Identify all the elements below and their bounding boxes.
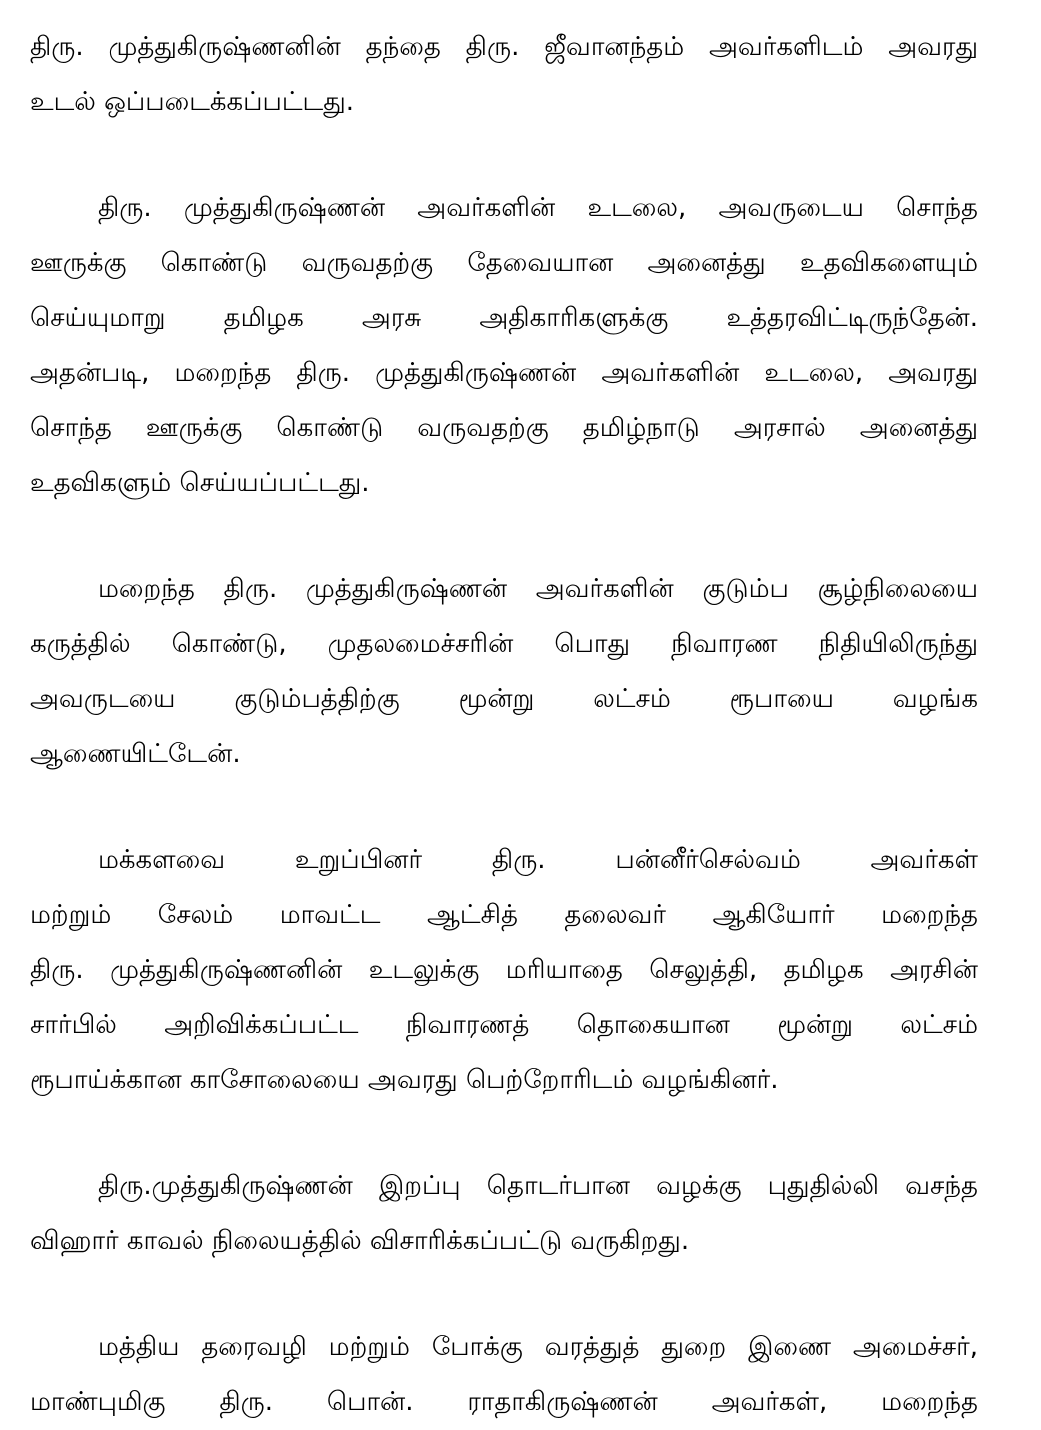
text-line: சொந்த ஊருக்கு கொண்டு வருவதற்கு தமிழ்நாடு அரசால் அனைத்து xyxy=(30,413,978,443)
paragraph-body-transport xyxy=(30,181,978,511)
text-line: மறைந்த திரு. முத்துகிருஷ்ணன் அவர்களின் குடும்ப சூழ்நிலையை xyxy=(98,574,978,604)
paragraph-gap xyxy=(30,1108,978,1159)
paragraph-gap xyxy=(30,511,978,562)
text-line: அதன்படி, மறைந்த திரு. முத்துகிருஷ்ணன் அவர்களின் உடலை, அவரது xyxy=(30,358,978,388)
text-line: விஹார் காவல் நிலையத்தில் விசாரிக்கப்பட்டு வருகிறது. xyxy=(30,1226,690,1256)
paragraph-gap xyxy=(30,130,978,181)
paragraph-cheque-handover xyxy=(30,833,978,1108)
paragraph-body-handover xyxy=(30,20,978,130)
paragraph-gap xyxy=(30,1269,978,1320)
text-line: திரு. முத்துகிருஷ்ணனின் உடலுக்கு மரியாதை செலுத்தி, தமிழக அரசின் xyxy=(30,955,978,985)
text-line: திரு.முத்துகிருஷ்ணன் இறப்பு தொடர்பான வழக்கு புதுதில்லி வசந்த xyxy=(98,1171,978,1201)
text-line: மற்றும் சேலம் மாவட்ட ஆட்சித் தலைவர் ஆகியோர் மறைந்த xyxy=(30,900,978,930)
text-line: மத்திய தரைவழி மற்றும் போக்கு வரத்துத் துறை இணை அமைச்சர், xyxy=(98,1332,978,1362)
text-line: அவருடயை குடும்பத்திற்கு மூன்று லட்சம் ரூபாயை வழங்க xyxy=(30,684,978,714)
paragraph-investigation xyxy=(30,1159,978,1269)
text-line: மாண்புமிகு திரு. பொன். ராதாகிருஷ்ணன் அவர்கள், மறைந்த xyxy=(30,1387,978,1417)
paragraph-gap xyxy=(30,782,978,833)
text-line: உடல் ஒப்படைக்கப்பட்டது. xyxy=(30,87,355,117)
text-line: உதவிகளும் செய்யப்பட்டது. xyxy=(30,468,370,498)
text-line: ரூபாய்க்கான காசோலையை அவரது பெற்றோரிடம் வழங்கினர். xyxy=(30,1065,779,1095)
text-line: கருத்தில் கொண்டு, முதலமைச்சரின் பொது நிவாரண நிதியிலிருந்து xyxy=(30,629,978,659)
text-line: ஆணையிட்டேன். xyxy=(30,739,241,769)
paragraph-relief-fund xyxy=(30,562,978,782)
text-line: திரு. முத்துகிருஷ்ணனின் தந்தை திரு. ஜீவானந்தம் அவர்களிடம் அவரது xyxy=(30,32,978,62)
paragraph-minister xyxy=(30,1320,978,1430)
text-line: ஊருக்கு கொண்டு வருவதற்கு தேவையான அனைத்து உதவிகளையும் xyxy=(30,248,978,278)
text-line: சார்பில் அறிவிக்கப்பட்ட நிவாரணத் தொகையான மூன்று லட்சம் xyxy=(30,1010,978,1040)
document-page xyxy=(30,0,978,1430)
text-line: மக்களவை உறுப்பினர் திரு. பன்னீர்செல்வம் அவர்கள் xyxy=(98,845,978,875)
text-line: செய்யுமாறு தமிழக அரசு அதிகாரிகளுக்கு உத்தரவிட்டிருந்தேன். xyxy=(30,303,978,333)
text-line: திரு. முத்துகிருஷ்ணன் அவர்களின் உடலை, அவருடைய சொந்த xyxy=(98,193,978,223)
